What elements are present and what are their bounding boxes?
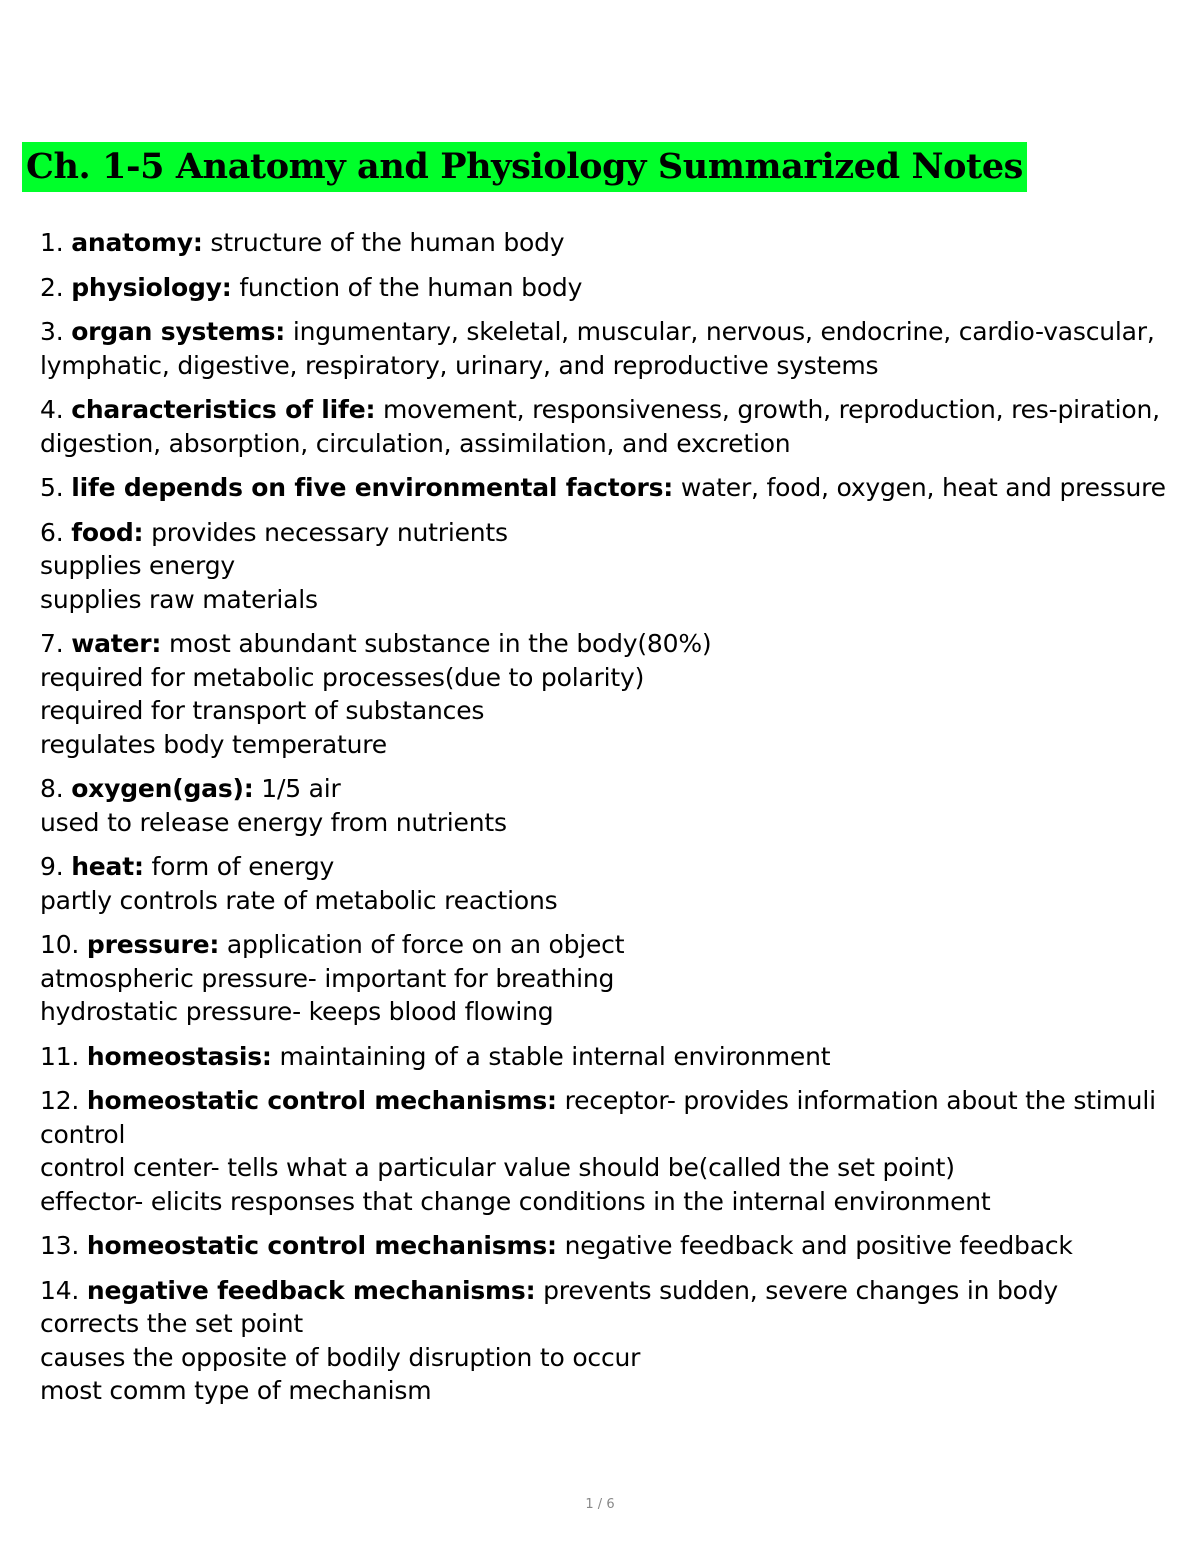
page-title: Ch. 1-5 Anatomy and Physiology Summarized Notes bbox=[22, 142, 1027, 192]
item-definition: prevents sudden, severe changes in body bbox=[543, 1275, 1059, 1305]
item-subline: supplies raw materials bbox=[40, 584, 318, 614]
item-number: 2. bbox=[40, 272, 64, 302]
item-subline: partly controls rate of metabolic reactions bbox=[40, 885, 558, 915]
item-subline: used to release energy from nutrients bbox=[40, 807, 507, 837]
item-definition: negative feedback and positive feedback bbox=[564, 1231, 1073, 1260]
item-subline: supplies energy bbox=[40, 551, 235, 580]
item-definition: movement, responsiveness, growth, reproduction, res-piration, digestion, absorption, circulation, assimilation, and excretion bbox=[40, 395, 1160, 458]
item-definition: function of the human body bbox=[239, 272, 583, 302]
item-subline: control center- tells what a particular value should be(called the set point) bbox=[40, 1153, 955, 1182]
item-subline: control bbox=[40, 1119, 126, 1149]
list-item bbox=[40, 850, 1175, 917]
notes-list bbox=[40, 226, 1175, 1419]
item-subline: causes the opposite of bodily disruption to occur bbox=[40, 1342, 641, 1372]
item-number: 8. bbox=[40, 774, 64, 803]
item-definition: ingumentary, skeletal, muscular, nervous, endocrine, cardio-vascular, lymphatic, digestive, respiratory, urinary, and reproductive systems bbox=[40, 317, 1155, 380]
item-term: negative feedback mechanisms: bbox=[86, 1275, 536, 1305]
item-definition: water, food, oxygen, heat and pressure bbox=[680, 473, 1166, 502]
item-definition: structure of the human body bbox=[210, 228, 565, 257]
item-number: 11. bbox=[40, 1041, 80, 1071]
item-number: 4. bbox=[40, 395, 64, 424]
item-definition: form of energy bbox=[151, 852, 335, 881]
list-item bbox=[40, 516, 1175, 617]
item-term: life depends on five environmental factors: bbox=[71, 473, 674, 502]
item-term: pressure: bbox=[86, 930, 220, 959]
list-item bbox=[40, 1274, 1175, 1408]
list-item bbox=[40, 627, 1175, 761]
list-item bbox=[40, 1040, 1175, 1074]
item-definition: 1/5 air bbox=[261, 774, 341, 803]
item-term: oxygen(gas): bbox=[71, 774, 254, 803]
item-subline: corrects the set point bbox=[40, 1309, 303, 1338]
list-item bbox=[40, 928, 1175, 1029]
item-definition: maintaining of a stable internal environment bbox=[279, 1041, 831, 1071]
item-term: food: bbox=[71, 517, 144, 547]
item-number: 12. bbox=[40, 1086, 80, 1115]
item-subline: most comm type of mechanism bbox=[40, 1376, 432, 1405]
item-number: 5. bbox=[40, 473, 64, 502]
item-number: 6. bbox=[40, 517, 64, 547]
item-definition: application of force on an object bbox=[226, 930, 625, 959]
item-term: heat: bbox=[71, 852, 144, 881]
list-item bbox=[40, 471, 1175, 505]
item-subline: regulates body temperature bbox=[40, 729, 387, 759]
item-number: 1. bbox=[40, 228, 64, 257]
item-definition: provides necessary nutrients bbox=[151, 517, 508, 547]
list-item bbox=[40, 1229, 1175, 1263]
page-number: 1 / 6 bbox=[585, 1497, 615, 1512]
item-subline: hydrostatic pressure- keeps blood flowing bbox=[40, 997, 554, 1026]
list-item bbox=[40, 271, 1175, 305]
item-number: 3. bbox=[40, 317, 64, 346]
item-term: characteristics of life: bbox=[71, 395, 376, 424]
item-subline: effector- elicits responses that change conditions in the internal environment bbox=[40, 1186, 991, 1216]
item-term: organ systems: bbox=[71, 317, 286, 346]
item-number: 7. bbox=[40, 629, 64, 658]
item-subline: required for transport of substances bbox=[40, 696, 485, 725]
item-subline: atmospheric pressure- important for breathing bbox=[40, 963, 615, 993]
list-item bbox=[40, 315, 1175, 382]
item-term: physiology: bbox=[71, 272, 232, 302]
item-definition: receptor- provides information about the stimuli bbox=[564, 1086, 1156, 1115]
item-term: water: bbox=[71, 629, 162, 658]
item-term: anatomy: bbox=[71, 228, 203, 257]
item-definition: most abundant substance in the body(80%) bbox=[168, 629, 712, 658]
item-number: 10. bbox=[40, 930, 80, 959]
list-item bbox=[40, 393, 1175, 460]
item-term: homeostatic control mechanisms: bbox=[86, 1086, 557, 1115]
list-item bbox=[40, 772, 1175, 839]
item-subline: required for metabolic processes(due to polarity) bbox=[40, 662, 645, 692]
item-number: 13. bbox=[40, 1231, 80, 1260]
item-number: 9. bbox=[40, 852, 64, 881]
item-term: homeostatic control mechanisms: bbox=[86, 1231, 557, 1260]
item-number: 14. bbox=[40, 1275, 80, 1305]
list-item bbox=[40, 1084, 1175, 1218]
item-term: homeostasis: bbox=[86, 1041, 272, 1071]
list-item bbox=[40, 226, 1175, 260]
